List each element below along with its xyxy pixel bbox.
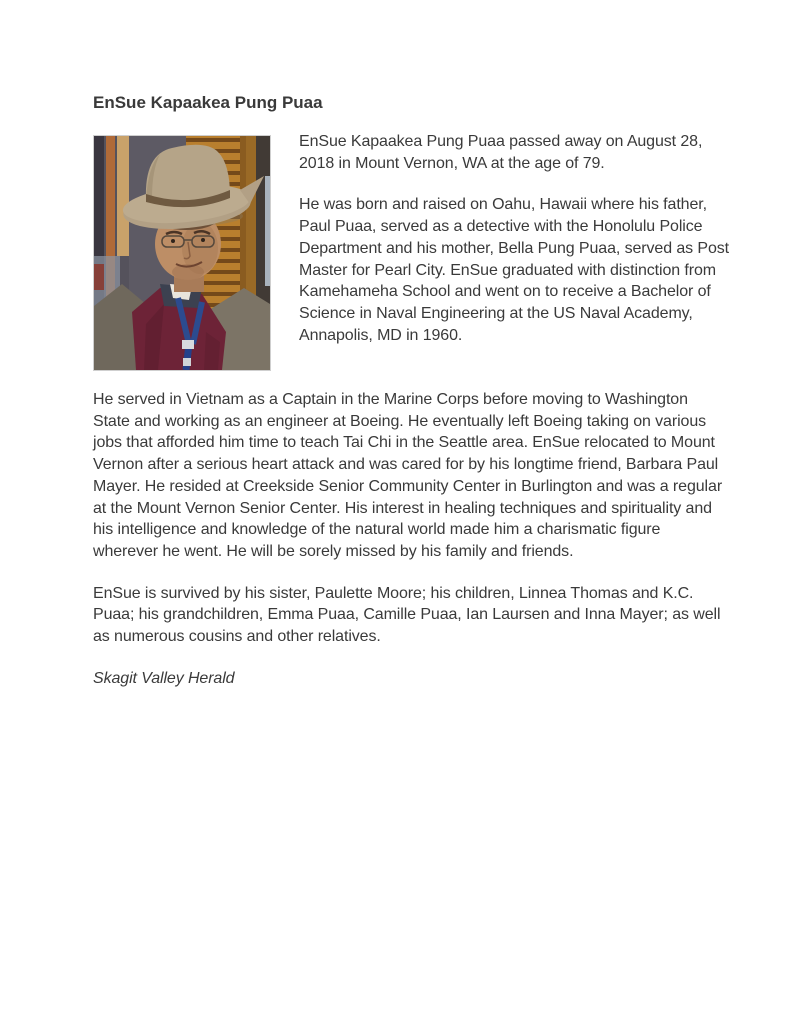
portrait-illustration (94, 136, 270, 370)
obituary-paragraph-early-life: He was born and raised on Oahu, Hawaii where his father, Paul Puaa, served as a detective with the Honolulu Police Department and his mother, Bella Pung Puaa, served as Post Master for Pearl City. EnSue graduated with distinction from Kamehameha School and went on to receive a Bachelor of Science in Naval Engineering at the US Naval Academy, Annapolis, MD in 1960. (299, 196, 730, 344)
obituary-title: EnSue Kapaakea Pung Puaa (93, 93, 323, 112)
obituary-paragraph-survivors: EnSue is survived by his sister, Paulette Moore; his children, Linnea Thomas and K.C. Puaa; his grandchildren, Emma Puaa, Camille Puaa, Ian Laursen and Inna Mayer; as well as numerous cousins and other relatives. (93, 584, 721, 646)
obituary-paragraph-career: He served in Vietnam as a Captain in the Marine Corps before moving to Washington State and working as an engineer at Boeing. He eventually left Boeing taking on various jobs that afforded him time to teach Tai Chi in the Seattle area. EnSue relocated to Mount Vernon after a serious heart attack and was cared for by his longtime friend, Barbara Paul Mayer. He resided at Creekside Senior Community Center in Burlington and was a regular at the Mount Vernon Senior Center. His interest in healing techniques and spirituality and his intelligence and knowledge of the natural world made him a charismatic figure wherever he went. He will be sorely missed by his family and friends. (93, 391, 723, 560)
portrait-photo (93, 135, 271, 371)
obituary-paragraph-intro: EnSue Kapaakea Pung Puaa passed away on August 28, 2018 in Mount Vernon, WA at the age of 79. (299, 133, 703, 172)
attribution-source: Skagit Valley Herald (93, 669, 235, 687)
